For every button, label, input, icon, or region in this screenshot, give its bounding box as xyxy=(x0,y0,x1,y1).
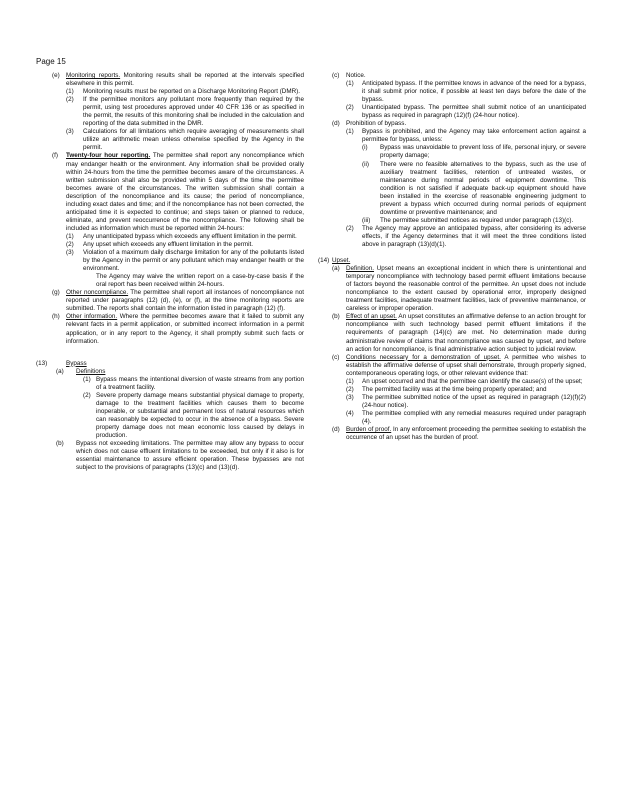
list-item: (iii) The permittee submitted notices as required under paragraph (13)(c). xyxy=(362,216,574,224)
section-14c: (c) Conditions necessary for a demonstration of upset. A permittee who wishes to establish the affirmative defense of upset shall demonstrate, through properly signed, contemporaneous operating logs, or other relevant evidence that: xyxy=(332,353,586,377)
list-item: (3) Calculations for all limitations which require averaging of measurements shall utilize an arithmetic mean unless otherwise specified by the Agency in the permit. xyxy=(66,128,304,152)
heading: Definitions xyxy=(76,367,106,375)
list-item: (4) The permittee complied with any remedial measures required under paragraph (4). xyxy=(346,409,586,425)
list-item: (1) An upset occurred and that the permittee can identify the cause(s) of the upset; xyxy=(346,377,583,385)
section-12h: (h) Other information. Where the permittee becomes aware that it failed to submit any relevant facts in a permit application, or submitted incorrect information in a permit application, or in any report to the Agency, it shall promptly submit such facts or information. xyxy=(52,313,304,345)
section-14a: (a) Definition. Upset means an exceptional incident in which there is unintentional and temporary noncompliance with technology based permit effluent limitations because of factors beyond the reasonable control of the permittee. An upset does not include noncompliance to the extent caused by operational error, improperly designed treatment facilities, inadequate treatment facilities, lack of preventive maintenance, or careless or improper operation. xyxy=(332,265,586,313)
list-item: (1) Bypass means the intentional diversion of waste streams from any portion of a treatment facility. xyxy=(83,375,304,391)
heading: Other noncompliance. xyxy=(66,289,129,297)
heading: Monitoring reports. xyxy=(66,72,121,79)
section-13a: (a) Definitions xyxy=(36,368,304,376)
section-12f: (f) Twenty-four hour reporting. The permittee shall report any noncompliance which may endanger health or the environment. Any information shall be provided orally within 24-hours from the time the permittee becomes aware of the circumstances. A written submission shall also be provided within 5 days of the time the permittee becomes aware of the circumstances. The written submission shall contain a description of the noncompliance and its cause; the period of noncompliance, including exact dates and time; and if the noncompliance has not been corrected, the anticipated time it is expected to continue; and steps taken or planned to reduce, eliminate, and prevent reoccurrence of the noncompliance. The following shall be included as information which must be reported within 24-hours: xyxy=(52,152,305,232)
section-14b: (b) Effect of an upset. An upset constitutes an affirmative defense to an action brought for noncompliance with such technology based permit effluent limitations if the requirements of paragraph (14)(c) are met. No determination made during administrative review of claims that noncompliance was caused by upset, and before an action for noncompliance, is final administrative action subject to judicial review. xyxy=(332,313,586,353)
heading: Twenty-four hour reporting. xyxy=(66,152,151,160)
list-item: (2) Severe property damage means substantial physical damage to property, damage to the treatment facilities which causes them to become inoperable, or substantial and permanent loss of natural resources which can reasonably be expected to occur in the absence of a bypass. Severe property damage does not mean economic loss caused by delays in production. xyxy=(83,391,304,440)
list-item: (2) Any upset which exceeds any effluent limitation in the permit. xyxy=(66,240,253,248)
section-14d: (d) Burden of proof. In any enforcement proceeding the permittee seeking to establish the occurrence of an upset has the burden of proof. xyxy=(332,426,586,442)
heading: Bypass xyxy=(66,359,87,367)
list-item: (ii) There were no feasible alternatives to the bypass, such as the use of auxiliary treatment facilities, retention of untreated wastes, or maintenance during normal periods of equipment downtime. This condition is not satisfied if adequate back-up equipment should have been installed in the exercise of reasonable engineering judgment to prevent a bypass which occurred during normal periods of equipment downtime or preventive maintenance; and xyxy=(362,160,586,216)
note: The Agency may waive the written report on a case-by-case basis if the oral report has been received within 24-hours. xyxy=(96,273,304,289)
list-item: (i) Bypass was unavoidable to prevent loss of life, personal injury, or severe property damage; xyxy=(362,144,586,160)
section-13: (13) Bypass xyxy=(36,360,304,368)
section-12g: (g) Other noncompliance. The permittee shall report all instances of noncompliance not reported under paragraphs (12) (d), (e), or (f), at the time monitoring reports are submitted. The reports shall contain the information listed in paragraph (12) (f). xyxy=(52,289,304,313)
section-13c: (c) Notice. xyxy=(318,72,586,80)
list-item: (1) Monitoring results must be reported on a Discharge Monitoring Report (DMR). xyxy=(66,88,300,96)
section-13d: (d) Prohibition of bypass. xyxy=(318,120,586,128)
left-column xyxy=(36,72,304,472)
section-14: (14) Upset. xyxy=(318,257,586,265)
section-13b: (b) Bypass not exceeding limitations. The permittee may allow any bypass to occur which does not cause effluent limitations to be exceeded, but only if it also is for essential maintenance to assure efficient operation. These bypasses are not subject to the provisions of paragraphs (13)(c) and (13)(d). xyxy=(56,440,304,472)
list-item: (1) Anticipated bypass. If the permittee knows in advance of the need for a bypass, it shall submit prior notice, if possible at least ten days before the date of the bypass. xyxy=(346,80,586,104)
page-number: Page 15 xyxy=(36,57,66,66)
list-item: (3) The permittee submitted notice of the upset as required in paragraph (12)(f)(2) (24-hour notice). xyxy=(346,393,586,409)
list-item: (2) The Agency may approve an anticipated bypass, after considering its adverse effects, if the Agency determines that it will meet the three conditions listed above in paragraph (13)(d)(1). xyxy=(346,224,586,248)
heading: Other information. xyxy=(66,313,118,321)
list-item: (1) Any unanticipated bypass which exceeds any effluent limitation in the permit. xyxy=(66,232,297,240)
heading: Notice. xyxy=(346,72,366,79)
heading: Upset. xyxy=(332,257,351,265)
section-12e: (e) Monitoring reports. Monitoring results shall be reported at the intervals specified elsewhere in this permit. xyxy=(52,72,304,88)
list-item: (2) The permitted facility was at the time being properly operated; and xyxy=(346,385,547,393)
list-item: (3) Violation of a maximum daily discharge limitation for any of the pollutants listed by the Agency in the permit or any pollutant which may endanger health or the environment. xyxy=(66,249,304,273)
list-item: (2) If the permittee monitors any pollutant more frequently than required by the permit, using test procedures approved under 40 CFR 136 or as specified in the permit, the results of this monitoring shall be included in the calculation and reporting of the data submitted in the DMR. xyxy=(66,96,304,128)
list-item: (1) Bypass is prohibited, and the Agency may take enforcement action against a permittee for bypass, unless: xyxy=(346,128,586,144)
heading: Prohibition of bypass. xyxy=(346,120,407,128)
list-item: (2) Unanticipated bypass. The permittee shall submit notice of an unanticipated bypass as required in paragraph (12)(f) (24-hour notice). xyxy=(346,104,586,120)
right-column xyxy=(318,72,586,442)
